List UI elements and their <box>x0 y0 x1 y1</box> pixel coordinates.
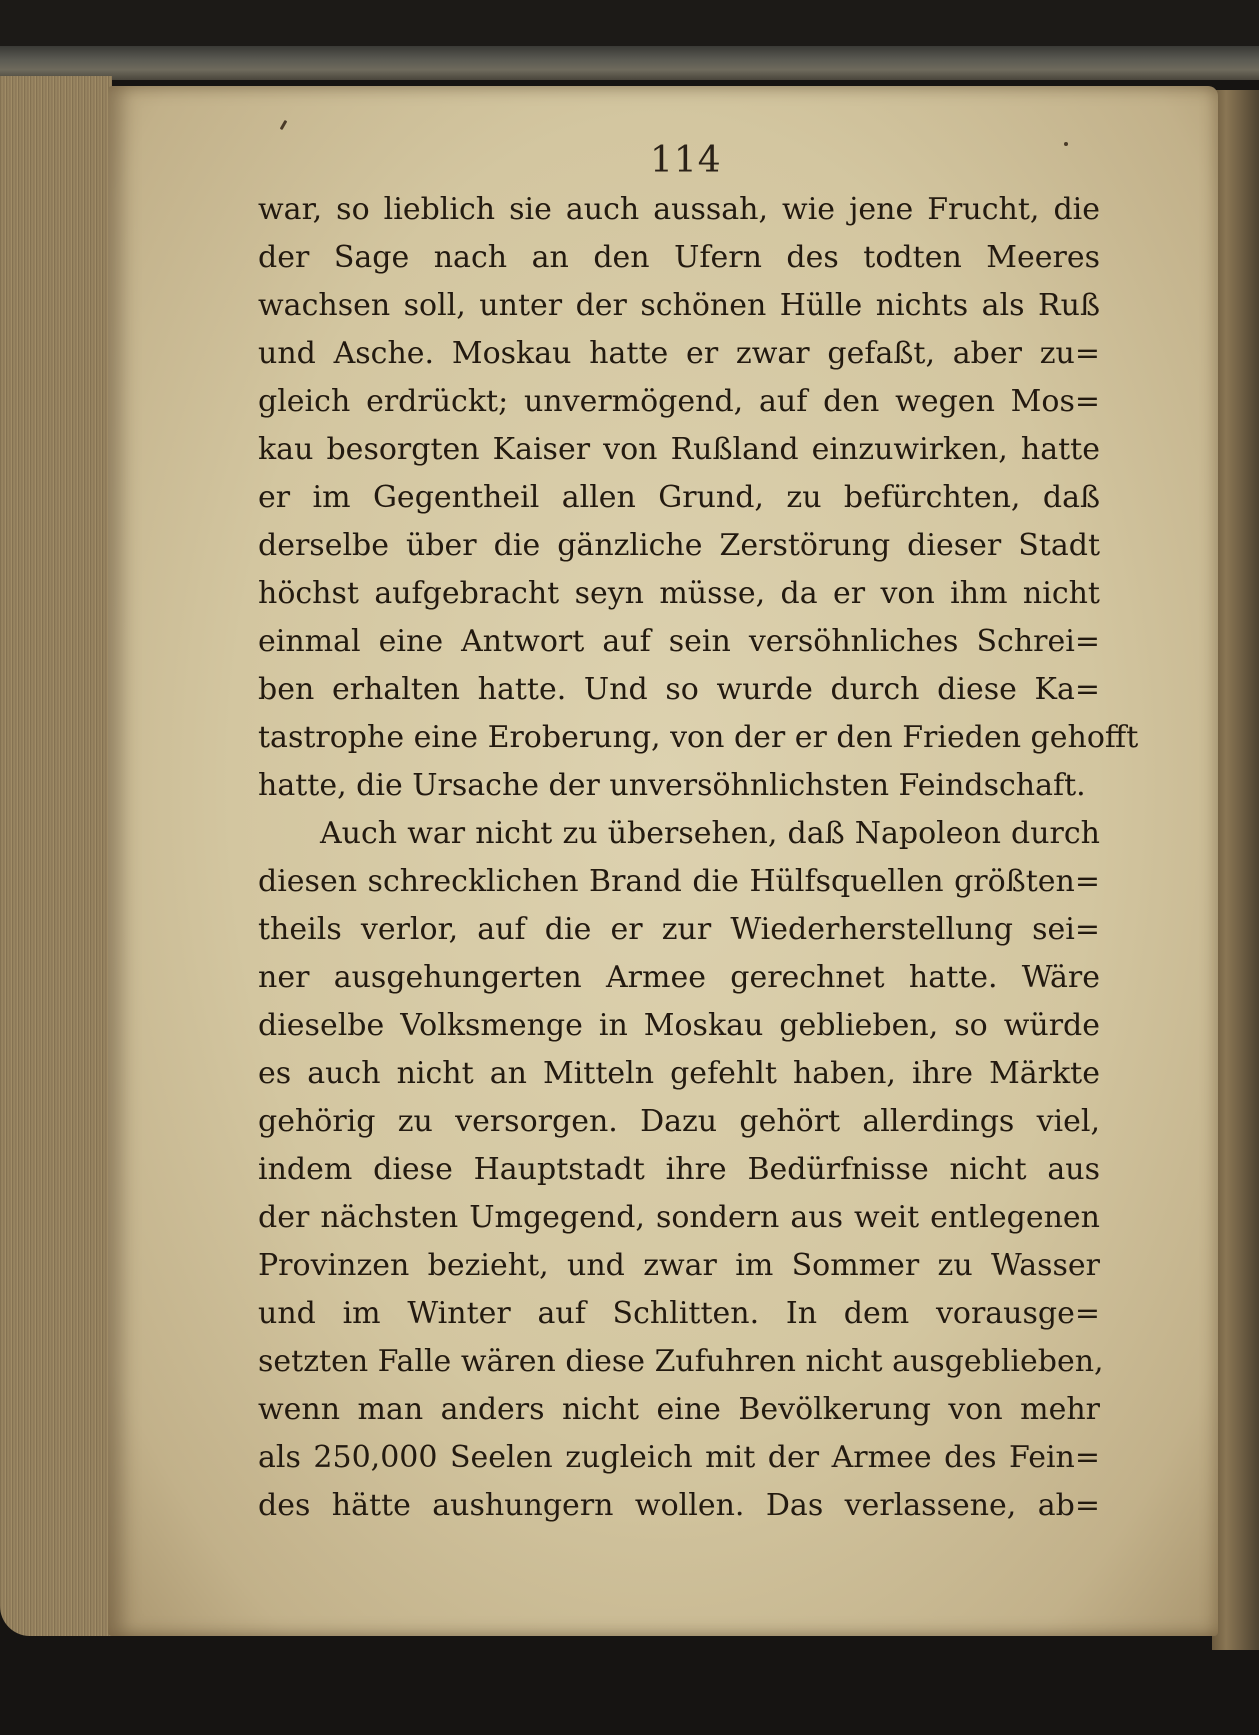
text-line: kau besorgten Kaiser von Rußland einzuwirken, hatte <box>258 432 1100 467</box>
text-line: war, so lieblich sie auch aussah, wie jene Frucht, die <box>258 192 1100 227</box>
text-line: Provinzen bezieht, und zwar im Sommer zu Wasser <box>258 1248 1100 1283</box>
text-line: der nächsten Umgegend, sondern aus weit entlegenen <box>258 1200 1100 1235</box>
text-line: wachsen soll, unter der schönen Hülle nichts als Ruß <box>258 288 1100 323</box>
body-text <box>258 186 1139 1530</box>
text-line: ben erhalten hatte. Und so wurde durch diese Ka= <box>258 672 1100 707</box>
text-line: tastrophe eine Eroberung, von der er den Frieden gehofft <box>258 720 1139 755</box>
page-number: 114 <box>650 140 722 181</box>
text-line: hatte, die Ursache der unversöhnlichsten Feindschaft. <box>258 768 1086 803</box>
text-line: wenn man anders nicht eine Bevölkerung von mehr <box>258 1392 1100 1427</box>
text-line: theils verlor, auf die er zur Wiederherstellung sei= <box>258 912 1100 947</box>
text-line: ner ausgehungerten Armee gerechnet hatte. Wäre <box>258 960 1100 995</box>
text-line: diesen schrecklichen Brand die Hülfsquellen größten= <box>258 864 1100 899</box>
right-page-edges <box>1212 90 1259 1650</box>
text-line: und Asche. Moskau hatte er zwar gefaßt, aber zu= <box>258 336 1100 371</box>
text-line: dieselbe Volksmenge in Moskau geblieben, so würde <box>258 1008 1100 1043</box>
text-line: indem diese Hauptstadt ihre Bedürfnisse nicht aus <box>258 1152 1100 1187</box>
text-line: setzten Falle wären diese Zufuhren nicht ausgeblieben, <box>258 1344 1104 1379</box>
text-line: Auch war nicht zu übersehen, daß Napoleon durch <box>320 816 1100 851</box>
text-line: und im Winter auf Schlitten. In dem vorausge= <box>258 1296 1100 1331</box>
text-line: derselbe über die gänzliche Zerstörung dieser Stadt <box>258 528 1100 563</box>
text-line: höchst aufgebracht seyn müsse, da er von ihm nicht <box>258 576 1100 611</box>
text-line: er im Gegentheil allen Grund, zu befürchten, daß <box>258 480 1100 515</box>
text-line: der Sage nach an den Ufern des todten Meeres <box>258 240 1100 275</box>
text-line: gehörig zu versorgen. Dazu gehört allerdings viel, <box>258 1104 1100 1139</box>
text-line: als 250,000 Seelen zugleich mit der Armee des Fein= <box>258 1440 1100 1475</box>
left-page-edges <box>0 76 112 1636</box>
scanner-background <box>0 0 1259 46</box>
text-line: gleich erdrückt; unvermögend, auf den wegen Mos= <box>258 384 1100 419</box>
paper-speck <box>1064 142 1068 146</box>
text-line: des hätte aushungern wollen. Das verlassene, ab= <box>258 1488 1100 1523</box>
book-spine-edge <box>0 46 1259 80</box>
text-line: einmal eine Antwort auf sein versöhnliches Schrei= <box>258 624 1100 659</box>
text-line: es auch nicht an Mitteln gefehlt haben, ihre Märkte <box>258 1056 1100 1091</box>
